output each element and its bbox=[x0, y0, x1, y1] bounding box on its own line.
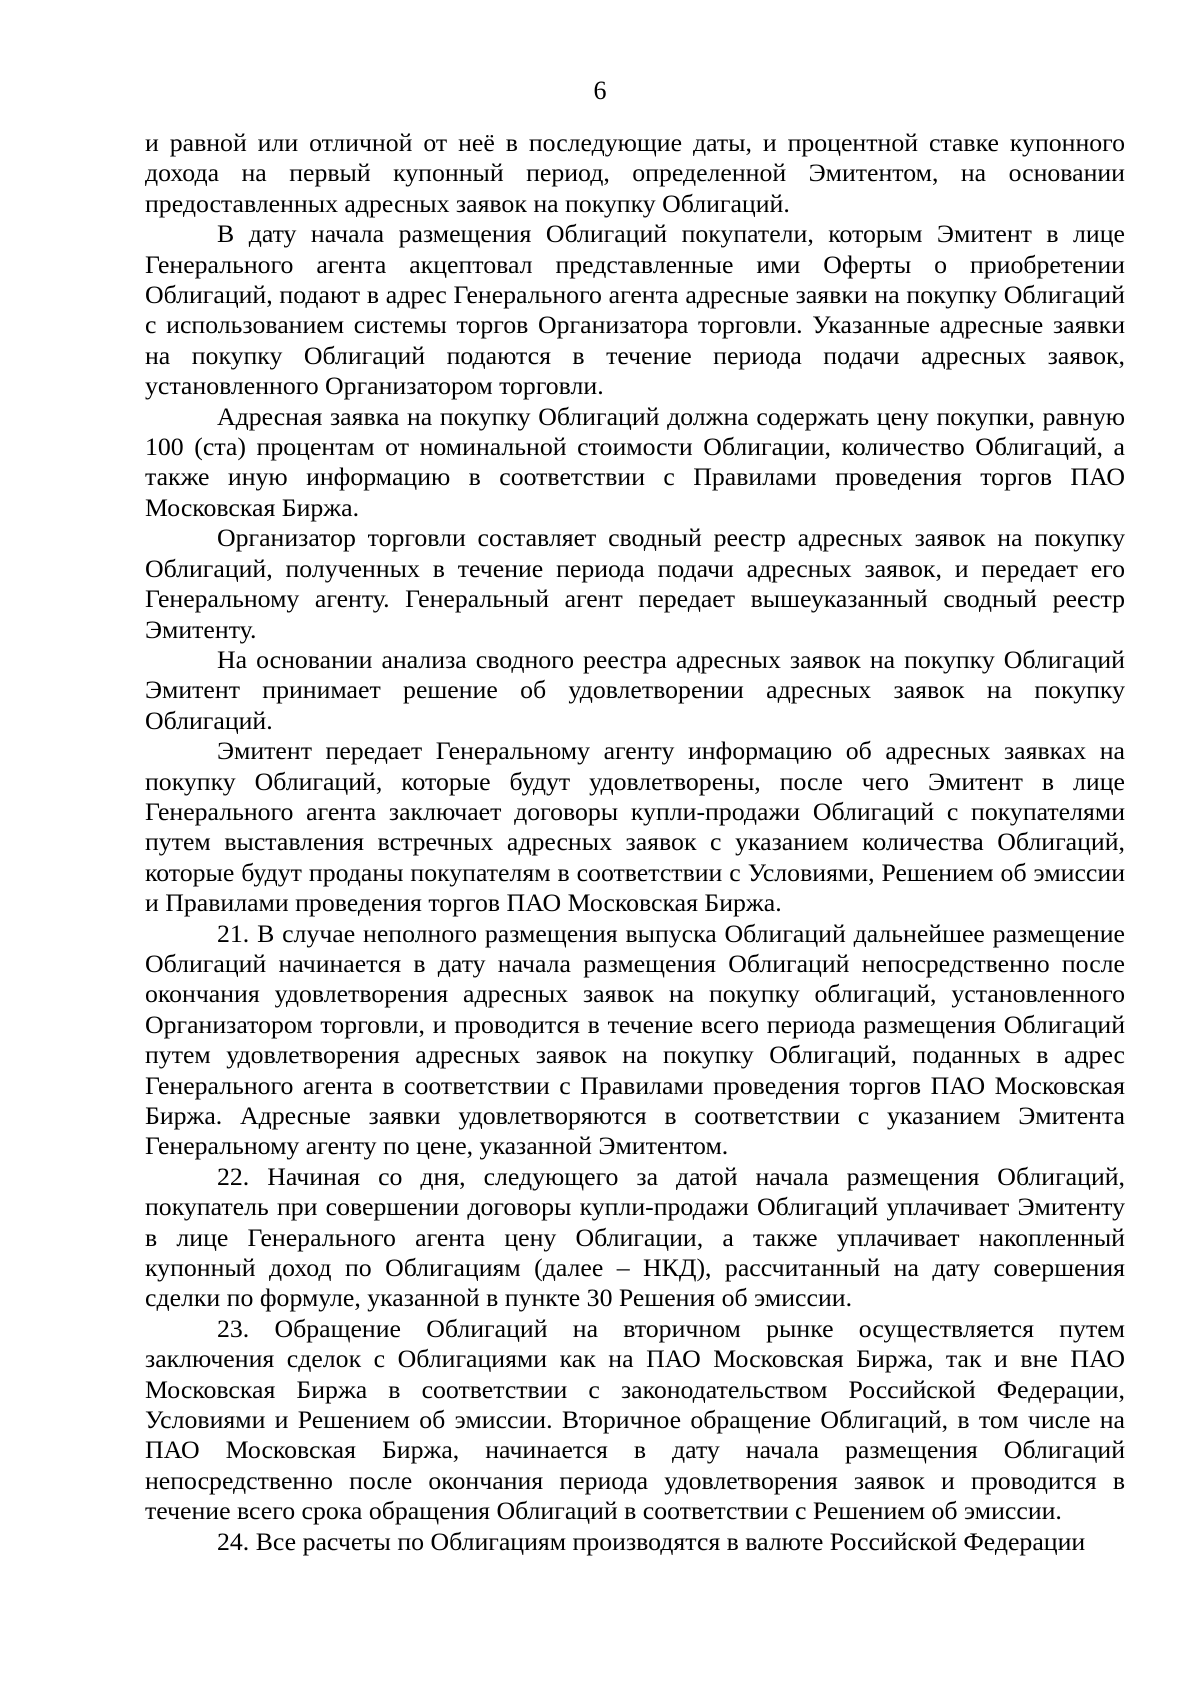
paragraph-item-23: 23. Обращение Облигаций на вторичном рынке осуществляется путем заключения сделок с Облигациями как на ПАО Московская Биржа, так и вне ПАО Московская Биржа в соответствии с законодательством Российской Федерации, Условиями и Решением об эмиссии. Вторичное обращение Облигаций, в том числе на ПАО Московская Биржа, начинается в дату начала размещения Облигаций непосредственно после окончания периода удовлетворения заявок и проводится в течение всего срока обращения Облигаций в соответствии с Решением об эмиссии. bbox=[145, 1313, 1125, 1526]
page-number: 6 bbox=[593, 76, 607, 105]
paragraph-item-22: 22. Начиная со дня, следующего за датой начала размещения Облигаций, покупатель при совершении договоры купли-продажи Облигаций уплачивает Эмитенту в лице Генерального агента цену Облигации, а также уплачивает накопленный купонный доход по Облигациям (далее – НКД), рассчитанный на дату совершения сделки по формуле, указанной в пункте 30 Решения об эмиссии. bbox=[145, 1161, 1125, 1313]
paragraph-item-24: 24. Все расчеты по Облигациям производятся в валюте Российской Федерации bbox=[217, 1526, 1086, 1556]
document-body bbox=[145, 128, 1125, 1557]
paragraph-continuation: и равной или отличной от неё в последующие даты, и процентной ставке купонного дохода на первый купонный период, определенной Эмитентом, на основании предоставленных адресных заявок на покупку Облигаций. bbox=[145, 128, 1125, 218]
paragraph-placement-orders: В дату начала размещения Облигаций покупатели, которым Эмитент в лице Генерального агента акцептовал представленные ими Оферты о приобретении Облигаций, подают в адрес Генерального агента адресные заявки на покупку Облигаций с использованием системы торгов Организатора торговли. Указанные адресные заявки на покупку Облигаций подаются в течение периода подачи адресных заявок, установленного Организатором торговли. bbox=[145, 219, 1125, 401]
paragraph-issuer-decision: На основании анализа сводного реестра адресных заявок на покупку Облигаций Эмитент принимает решение об удовлетворении адресных заявок на покупку Облигаций. bbox=[145, 644, 1125, 735]
paragraph-order-registry: Организатор торговли составляет сводный реестр адресных заявок на покупку Облигаций, полученных в течение периода подачи адресных заявок, и передает его Генеральному агенту. Генеральный агент передает вышеуказанный сводный реестр Эмитенту. bbox=[145, 523, 1125, 644]
paragraph-item-21: 21. В случае неполного размещения выпуска Облигаций дальнейшее размещение Облигаций начинается в дату начала размещения Облигаций непосредственно после окончания удовлетворения адресных заявок на покупку облигаций, установленного Организатором торговли, и проводится в течение всего периода размещения Облигаций путем удовлетворения адресных заявок на покупку Облигаций, поданных в адрес Генерального агента в соответствии с Правилами проведения торгов ПАО Московская Биржа. Адресные заявки удовлетворяются в соответствии с указанием Эмитента Генеральному агенту по цене, указанной Эмитентом. bbox=[145, 918, 1125, 1161]
paragraph-contract-conclusion: Эмитент передает Генеральному агенту информацию об адресных заявках на покупку Облигаций, которые будут удовлетворены, после чего Эмитент в лице Генерального агента заключает договоры купли-продажи Облигаций с покупателями путем выставления встречных адресных заявок с указанием количества Облигаций, которые будут проданы покупателям в соответствии с Условиями, Решением об эмиссии и Правилами проведения торгов ПАО Московская Биржа. bbox=[145, 736, 1125, 918]
paragraph-order-content: Адресная заявка на покупку Облигаций должна содержать цену покупки, равную 100 (ста) процентам от номинальной стоимости Облигации, количество Облигаций, а также иную информацию в соответствии с Правилами проведения торгов ПАО Московская Биржа. bbox=[145, 401, 1125, 522]
